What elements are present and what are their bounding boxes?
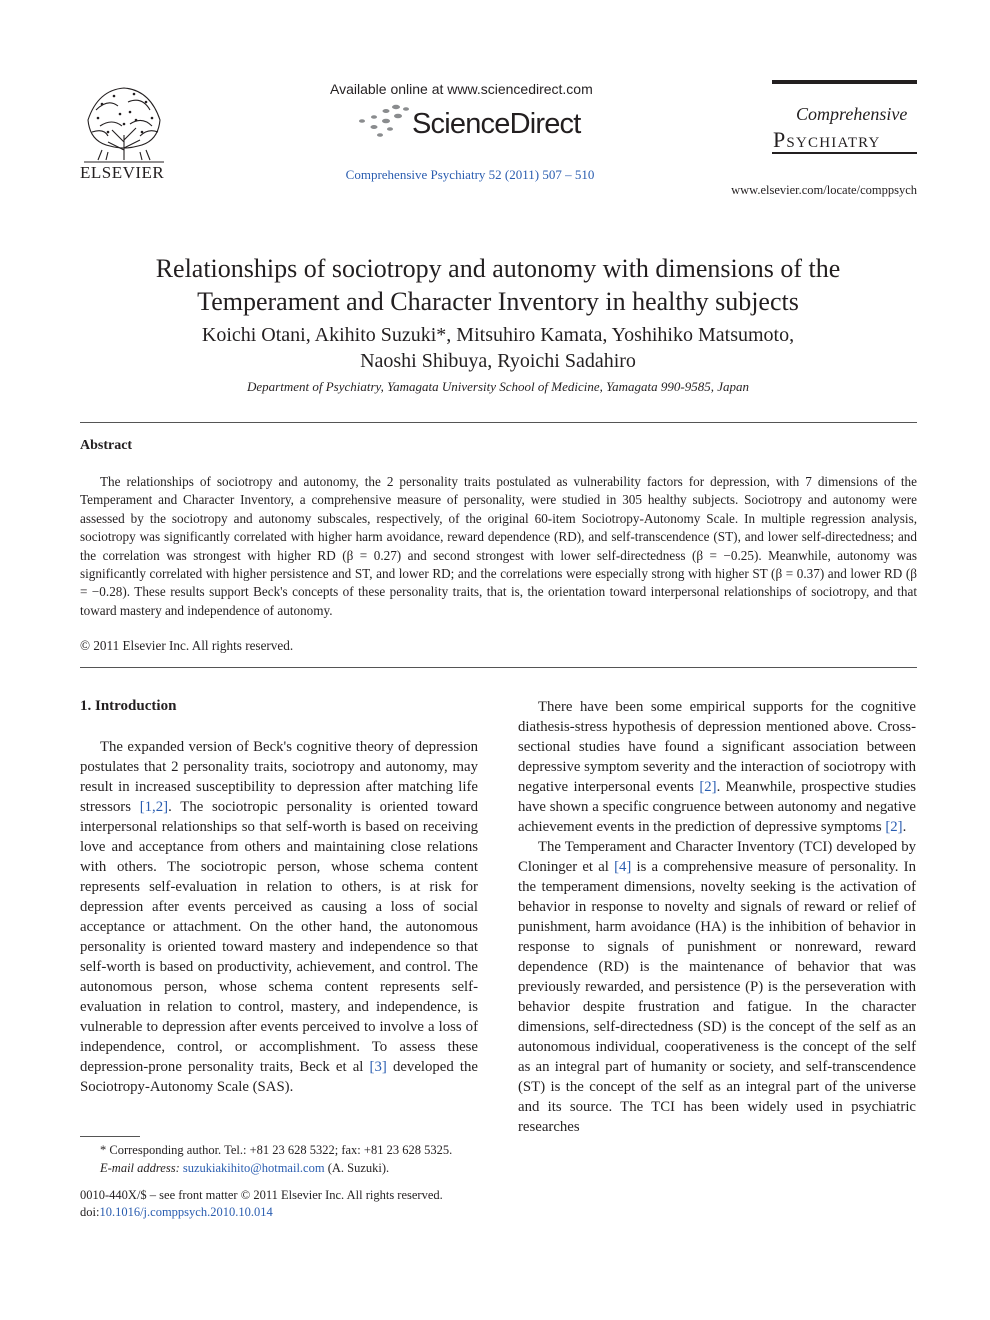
abstract-text: The relationships of sociotropy and autonomy, the 2 personality traits postulated as vulnerability factors for depression, with 7 dimensions of the Temperament and Character Inventory, a comprehensive measure of personality, were studied in 305 healthy subjects. Sociotropy and autonomy were assessed by the sociotropy and autonomy subscales, respectively, of the original 60-item Sociotropy-Autonomy Scale. In multiple regression analysis, sociotropy was significantly correlated with higher harm avoidance, reward dependence (RD), and self-transcendence (ST), and lower self-directedness; and the correlation was strongest with higher RD (β = 0.27) and second strongest with lower self-directedness (β = −0.25). Meanwhile, autonomy was significantly correlated with higher persistence and ST, and lower RD; and the correlations were especially strong with higher ST (β = 0.37) and lower RD (β = −0.28). These results support Beck's concepts of these personality traits, that is, the orientation toward interpersonal relationships of sociotropy, and that toward mastery and independence of autonomy. xyxy=(80,474,917,618)
journal-citation[interactable]: Comprehensive Psychiatry 52 (2011) 507 – 510 xyxy=(345,167,595,182)
journal-logo-rule-top xyxy=(772,80,917,84)
email-suffix: (A. Suzuki). xyxy=(324,1161,390,1175)
body-column-left xyxy=(80,737,478,1097)
abstract-heading: Abstract xyxy=(80,438,133,453)
intro-paragraph-3 xyxy=(518,837,916,1137)
text-run: The Temperament and Character Inventory (TCI) developed by Cloninger et al xyxy=(518,839,916,875)
article-title-line1: Relationships of sociotropy and autonomy with dimensions of the xyxy=(155,254,841,283)
doi-link[interactable]: 10.1016/j.comppsych.2010.10.014 xyxy=(99,1205,273,1219)
citation-link[interactable]: [3] xyxy=(369,1059,387,1075)
abstract-rule-bottom xyxy=(80,667,917,668)
front-matter xyxy=(80,1187,478,1221)
footnote-rule xyxy=(80,1136,140,1137)
email-link[interactable]: suzukiakihito@hotmail.com xyxy=(182,1161,325,1175)
corresponding-author-note: * Corresponding author. Tel.: +81 23 628 5322; fax: +81 23 628 5325. xyxy=(100,1143,453,1157)
citation-link[interactable]: [2] xyxy=(885,819,903,835)
text-run: . Meanwhile, prospective studies have shown a specific congruence between autonomy and negative achievement events in the prediction of depressive symptoms xyxy=(518,779,916,835)
article-title xyxy=(80,252,916,318)
journal-url[interactable]: www.elsevier.com/locate/comppsych xyxy=(731,183,917,197)
citation-link[interactable]: [1,2] xyxy=(139,799,169,815)
intro-paragraph-2 xyxy=(518,697,916,837)
abstract-rule-top xyxy=(80,422,917,423)
sciencedirect-dots-icon xyxy=(352,103,412,143)
abstract-copyright: © 2011 Elsevier Inc. All rights reserved. xyxy=(80,638,294,653)
journal-logo-rule-bottom xyxy=(772,152,917,154)
body-column-right xyxy=(518,697,916,1137)
text-run: The expanded version of Beck's cognitive theory of depression postulates that 2 personality traits, sociotropy and autonomy, may result in increased susceptibility to depression after matching life stressors xyxy=(80,739,478,815)
available-online-text: Available online at www.sciencedirect.com xyxy=(330,81,593,97)
doi-label: doi: xyxy=(80,1205,100,1219)
affiliation: Department of Psychiatry, Yamagata University School of Medicine, Yamagata 990-9585, Japan xyxy=(246,379,750,394)
text-run: . xyxy=(902,819,907,835)
footnote-block xyxy=(80,1141,478,1177)
section-heading-introduction: 1. Introduction xyxy=(80,698,177,714)
intro-paragraph-1 xyxy=(80,737,478,1097)
doi-line xyxy=(80,1204,478,1221)
front-matter-text: 0010-440X/$ – see front matter © 2011 Elsevier Inc. All rights reserved. xyxy=(80,1188,443,1202)
citation-link[interactable]: [2] xyxy=(699,779,717,795)
email-label: E-mail address: xyxy=(100,1161,180,1175)
journal-logo-line2: Psychiatry xyxy=(773,127,881,152)
text-run: . The sociotropic personality is oriented toward interpersonal relationships so that self-worth is based on receiving love and acceptance from others and maintaining close relations with others. The sociotropic person, whose schema content represents self-evaluation in relation to others, is at risk for depression after events perceived as causing a loss of social acceptance or attachment. On the other hand, the autonomous personality is oriented toward mastery and independence so that self-worth is based on productivity, achievement, and control. The autonomous person, whose schema content represents self-evaluation in relation to control, mastery, and independence, is vulnerable to depression after events perceived to involve a loss of independence, control, or accomplishment. To assess these depression-prone personality traits, Beck et al xyxy=(80,799,478,1075)
citation-link[interactable]: [4] xyxy=(614,859,632,875)
article-title-line2: Temperament and Character Inventory in healthy subjects xyxy=(197,287,799,316)
text-run: is a comprehensive measure of personality. In the temperament dimensions, novelty seeking is the activation of behavior in response to novelty and signals of reward or relief of punishment, harm avoidance (HA) is the inhibition of behavior in response to signals of punishment or nonreward, reward dependence (RD) is the maintenance of behavior that was previously rewarded, and persistence (P) is the perseveration with behavior despite frustration and fatigue. In the character dimensions, self-directedness (SD) is the concept of the self as an autonomous individual, cooperativeness is the concept of the self as an integral part of humanity or society, and self-transcendence (ST) is the concept of the self as an integral part of the universe and its source. The TCI has been widely used in psychiatric researches xyxy=(518,859,916,1135)
publisher-name: ELSEVIER xyxy=(80,163,165,182)
email-line xyxy=(80,1159,478,1177)
sciencedirect-wordmark: ScienceDirect xyxy=(412,108,581,140)
text-run: developed the Sociotropy-Autonomy Scale (SAS). xyxy=(80,1059,478,1095)
author-list-line1: Koichi Otani, Akihito Suzuki*, Mitsuhiro Kamata, Yoshihiko Matsumoto, xyxy=(201,324,795,346)
journal-logo-line1: Comprehensive xyxy=(796,104,908,124)
text-run: There have been some empirical supports for the cognitive diathesis-stress hypothesis of depression mentioned above. Cross-sectional studies have found a significant association between depressive symptom severity and the interaction of sociotropy with negative interpersonal events xyxy=(518,699,916,795)
author-list xyxy=(80,322,916,374)
author-list-line2: Naoshi Shibuya, Ryoichi Sadahiro xyxy=(360,350,636,372)
